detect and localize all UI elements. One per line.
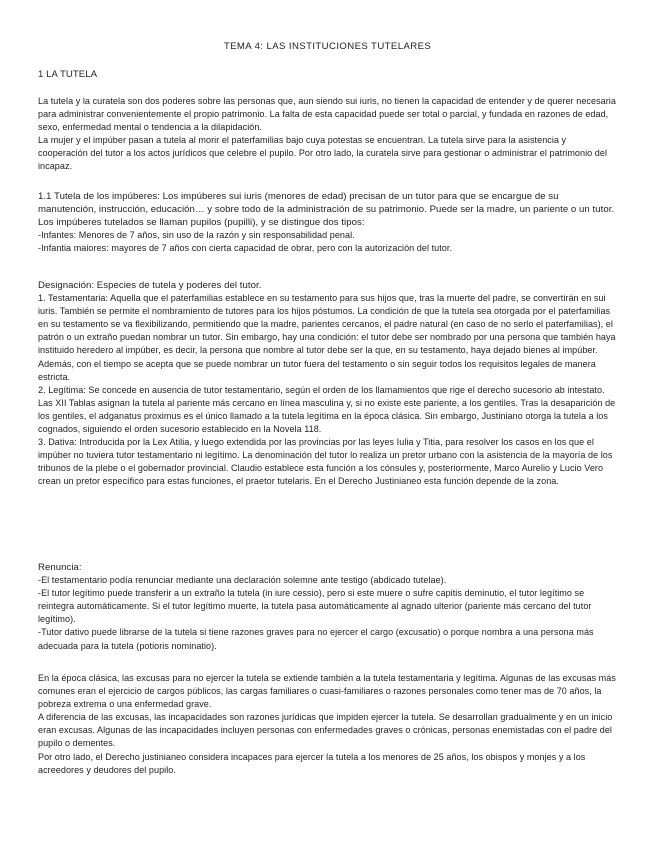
paragraph: 1.1 Tutela de los impúberes: Los impúberes sui iuris (menores de edad) precisan de un tutor para que se encargue de su manutención, instrucción, educación… y sobre todo de la administración de su patrimonio. Puede ser la madre, un pariente o un tutor. Los impúberes tutelados se llaman pupilos (pupilli), y se distingue dos tipos:	[38, 191, 615, 229]
paragraph: La mujer y el impúber pasan a tutela al morir el paterfamilias bajo cuya potestas se encuentran. La tutela sirve para la asistencia y cooperación del tutor a los actos jurídicos que celebre el pupilo. Por otro lado, la curatela sirve para gestionar o administrar el patrimonio del incapaz.	[38, 135, 608, 172]
list-item: -El tutor legítimo puede transferir a un extraño la tutela (in iure cessio), pero si este muere o sufre capitis deminutio, el tutor legítimo se reintegra automáticamente. Si el tutor legítimo muerte, la tutela pasa automáticamente al agnado ulterior (pariente más cercano del tutor legítimo).	[38, 588, 592, 625]
excusas-section	[38, 672, 618, 777]
section-heading-tutela: 1 LA TUTELA	[38, 69, 98, 80]
paragraph: Por otro lado, el Derecho justinianeo considera incapaces para ejercer la tutela a los menores de 25 años, los obispos y monjes y a los acreedores y deudores del pupilo.	[38, 751, 586, 775]
paragraph: En la época clásica, las excusas para no ejercer la tutela se extiende también a la tutela testamentaria y legítima. Algunas de las excusas más comunes eran el ejercicio de cargos públicos, las cargas familiares o cuasi-familiares o razones personales como tener mas de 70 años, la pobreza extrema o una enfermedad grave.	[38, 673, 616, 710]
list-item: -El testamentario podía renunciar mediante una declaración solemne ante testigo (abdicado tutelae).	[38, 575, 447, 586]
document-title: TEMA 4: LAS INSTITUCIONES TUTELARES	[223, 41, 432, 52]
impuberes-section	[38, 190, 618, 255]
paragraph: A diferencia de las excusas, las incapacidades son razones jurídicas que impiden ejercer la tutela. Se desarrollan gradualmente y en un inicio eran excusas. Algunas de las incapacidades incluyen personas con enfermedades graves o crónicas, personas enemistadas con el padre del pupilo o dementes.	[38, 712, 613, 749]
paragraph: La tutela y la curatela son dos poderes sobre las personas que, aun siendo sui iuris, no tienen la capacidad de entender y de querer necesaria para administrar convenientemente el propio patrimonio. La falta de esta capacidad puede ser total o parcial, y fundada en razones de edad, sexo, enfermedad mental o tendencia a la dilapidación.	[38, 96, 616, 133]
list-item: -Infantia maiores: mayores de 7 años con cierta capacidad de obrar, pero con la autorización del tutor.	[38, 243, 453, 254]
list-item: -Tutor dativo puede librarse de la tutela si tiene razones graves para no ejercer el cargo (excusatio) o porque nombra a una persona más adecuada para la tutela (potioris nominatio).	[38, 627, 594, 651]
designacion-section	[38, 279, 618, 489]
subsection-heading: Renuncia:	[38, 562, 82, 573]
list-item: 2. Legítima: Se concede en ausencia de tutor testamentario, según el orden de los llamamientos que rige el derecho sucesorio ab intestato. Las XII Tablas asignan la tutela al pariente más cercano en línea masculina y, si no existe este pariente, a los gentiles. Tras la desaparición de los gentiles, el adganatus proximus es el único llamado a la tutela legítima en la época clásica. Sin embargo, Justiniano otorga la tutela a los cognados, siguiendo el orden sucesorio establecido en la Novela 118.	[38, 384, 616, 435]
list-item: 1. Testamentaria: Aquella que el paterfamilias establece en su testamento para sus hijos que, tras la muerte del padre, se convertirán en sui iuris. También se permite el nombramiento de tutores para los hijos póstumos. La condición de que la tutela sea otorgada por el paterfamilias en su testamento se va flexibilizando, permitiendo que la madre, parientes cercanos, el padre natural (en caso de no serlo el paterfamilias), el patrón o un extraño puedan nombrar un tutor. Sin embargo, hay una condición: el tutor debe ser nombrado por una persona que también haya instituido heredero al impúber, es decir, la persona que nombre al tutor debe ser la que, en su testamento, haya dejado bienes al impúber. Además, con el tiempo se acepta que se puede nombrar un tutor fuera del testamento o sin seguir todos los requisitos legales de manera estricta.	[38, 293, 616, 382]
renuncia-section	[38, 561, 618, 653]
intro-section	[38, 95, 618, 174]
list-item: 3. Dativa: Introducida por la Lex Atilia, y luego extendida por las provincias por las leyes Iulia y Titia, para resolver los casos en los que el impúber no tuviera tutor testamentario ni legítimo. La denominación del tutor lo realiza un pretor urbano con la asistencia de la mayoría de los tribunos de la plebe o el gobernador provincial. Claudio establece esta función a los cónsules y, posteriormente, Marco Aurelio y Lucio Vero crean un pretor específico para estas funciones, el praetor tutelaris. En el Derecho Justinianeo esta función depende de la zona.	[38, 437, 613, 487]
list-item: -Infantes: Menores de 7 años, sin uso de la razón y sin responsabilidad penal.	[38, 230, 355, 241]
subsection-heading: Designación: Especies de tutela y poderes del tutor.	[38, 280, 262, 291]
